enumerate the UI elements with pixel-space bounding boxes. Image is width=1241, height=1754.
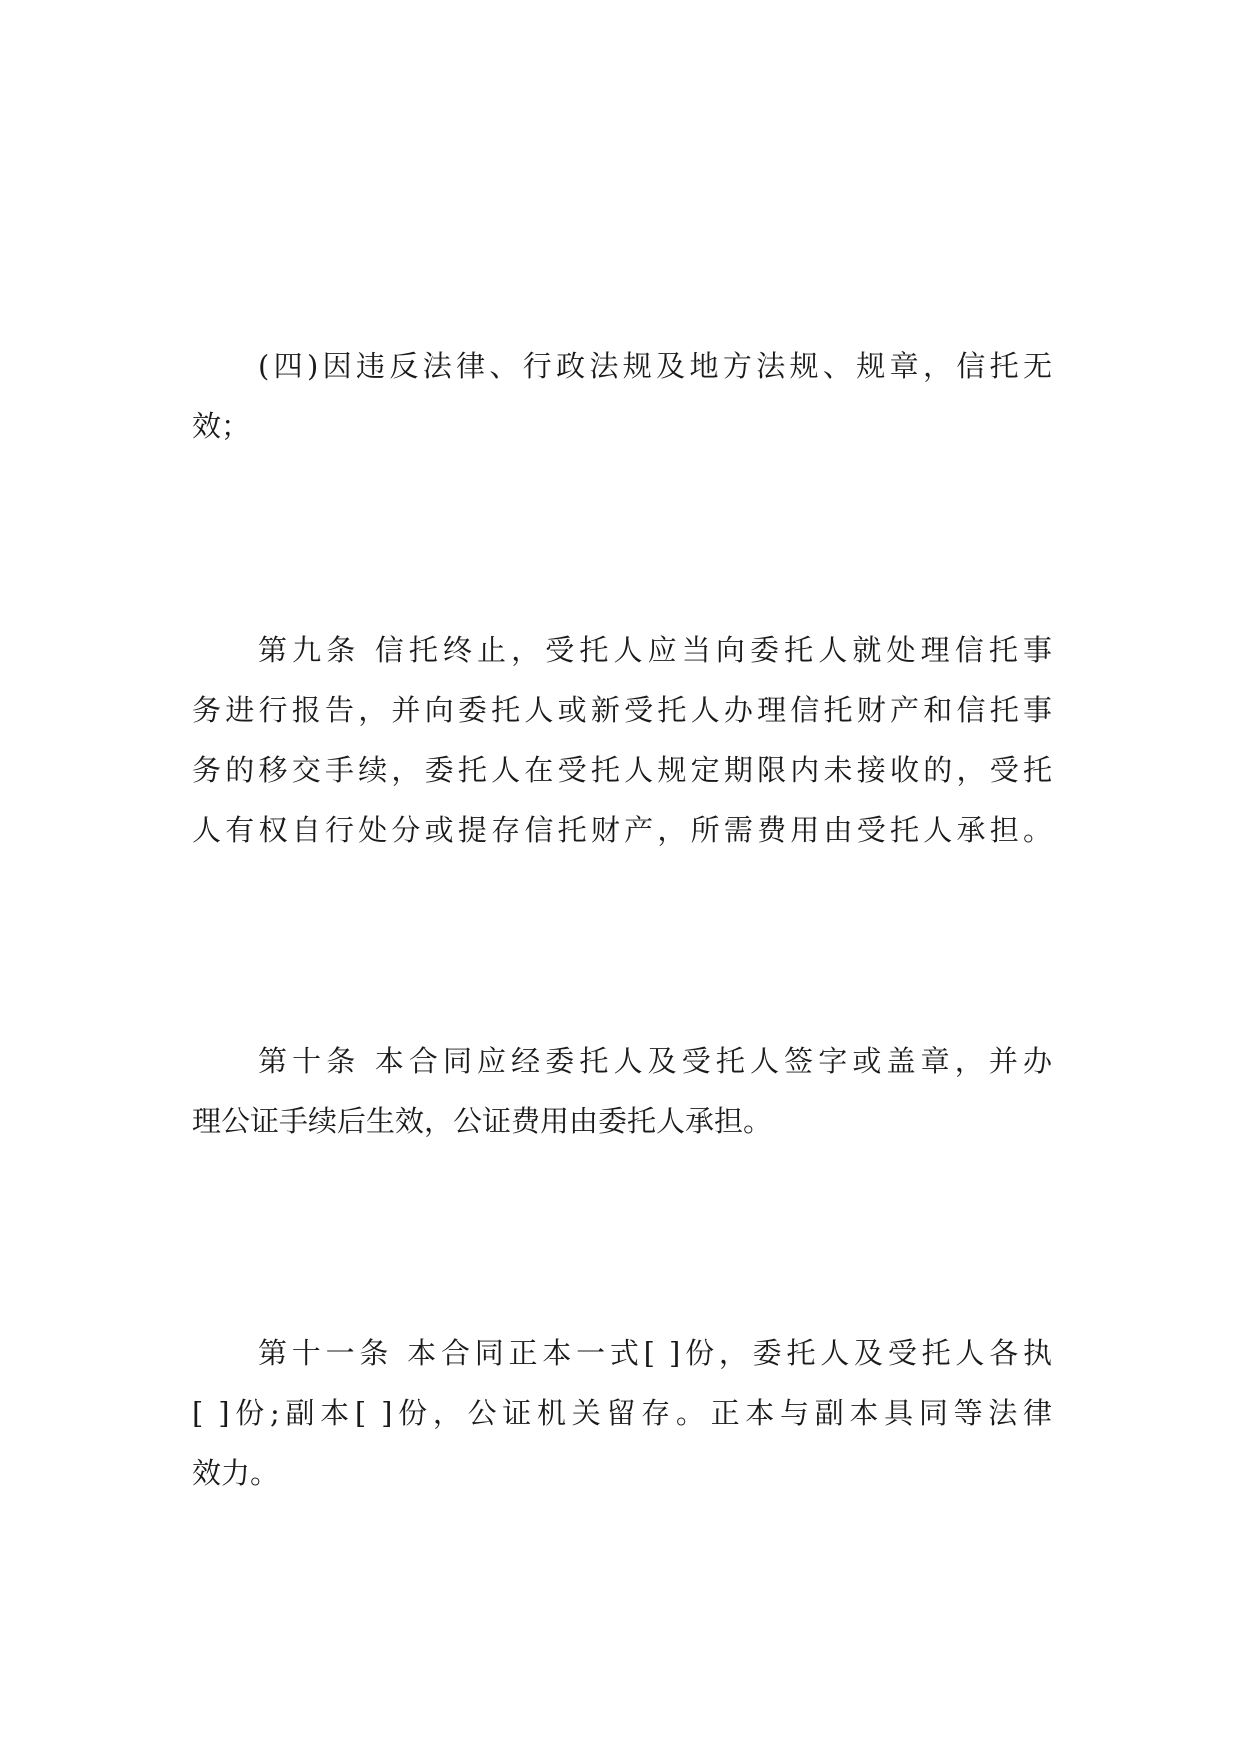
paragraph-line: [ ]份;副本[ ]份，公证机关留存。正本与副本具同等法律 [192,1396,1052,1430]
paragraph-line: 务的移交手续，委托人在受托人规定期限内未接收的，受托 [192,753,1052,787]
paragraph-line: 效； [192,409,251,443]
paragraph-line: 效力。 [192,1456,280,1490]
paragraph-line: 务进行报告，并向委托人或新受托人办理信托财产和信托事 [192,693,1052,727]
paragraph-line: 理公证手续后生效，公证费用由委托人承担。 [192,1104,773,1138]
clause-paragraph-article-11 [192,1323,1052,1503]
paragraph-line: 第九条 信托终止，受托人应当向委托人就处理信托事 [258,633,1052,667]
clause-paragraph-article-9 [192,620,1052,860]
clause-paragraph-invalidity [192,336,1052,456]
paragraph-line: 第十一条 本合同正本一式[ ]份，委托人及受托人各执 [258,1336,1052,1370]
clause-paragraph-article-10 [192,1031,1052,1151]
paragraph-line: (四)因违反法律、行政法规及地方法规、规章，信托无 [258,349,1052,383]
paragraph-line: 人有权自行处分或提存信托财产，所需费用由受托人承担。 [192,813,1052,847]
paragraph-line: 第十条 本合同应经委托人及受托人签字或盖章，并办 [258,1044,1052,1078]
